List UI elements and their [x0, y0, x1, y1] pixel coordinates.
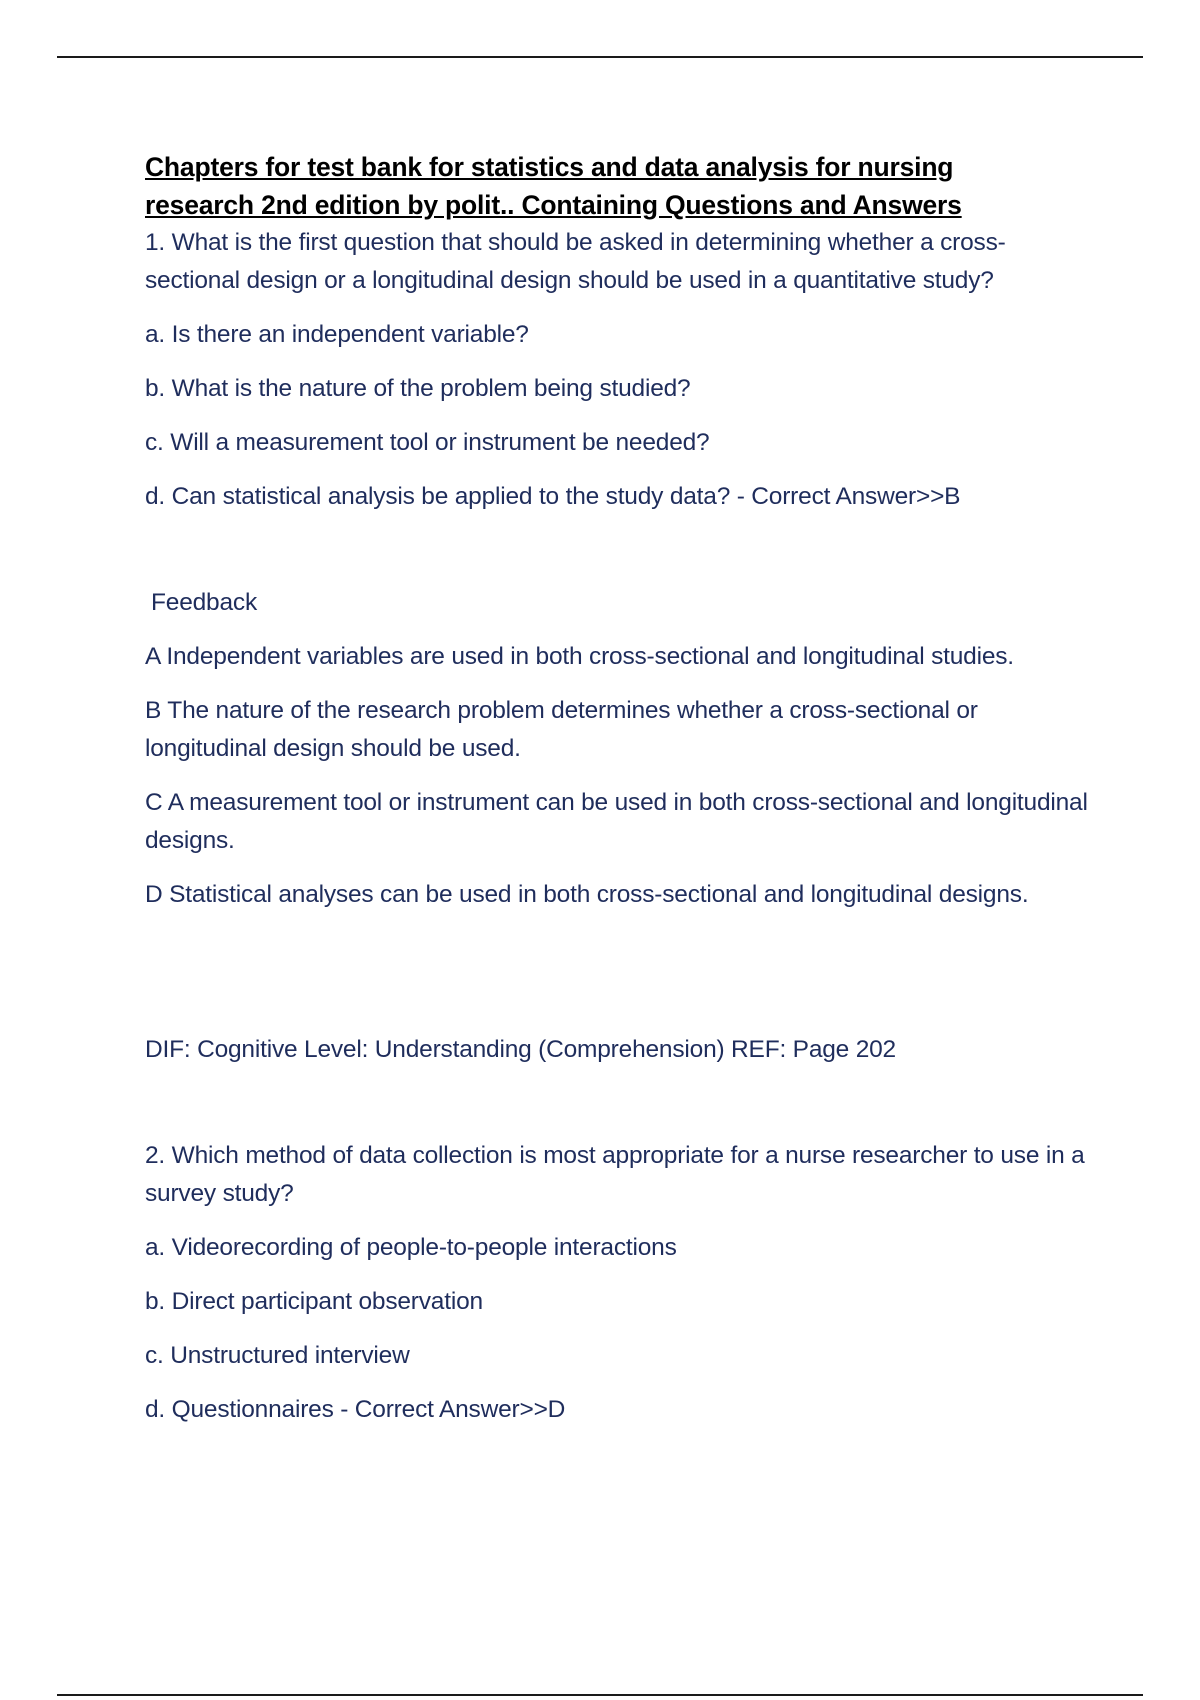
title-line-1: Chapters for test bank for statistics and data analysis for nursing [145, 152, 954, 182]
document-title [145, 148, 1090, 224]
question-1-option-a: a. Is there an independent variable? [145, 321, 529, 348]
header-rule [57, 56, 1143, 58]
feedback-item-c: C A measurement tool or instrument can be used in both cross-sectional and longitudinal designs. [145, 789, 1088, 854]
question-2-text: 2. Which method of data collection is most appropriate for a nurse researcher to use in a survey study? [145, 1142, 1085, 1207]
page-content [145, 148, 1090, 1429]
question-2-option-d: d. Questionnaires - Correct Answer>>D [145, 1396, 566, 1423]
feedback-item-b: B The nature of the research problem determines whether a cross-sectional or longitudinal design should be used. [145, 697, 978, 762]
feedback-heading: Feedback [151, 589, 257, 616]
question-2-option-c: c. Unstructured interview [145, 1342, 410, 1369]
footer-rule [57, 1694, 1143, 1696]
question-2-option-a: a. Videorecording of people-to-people interactions [145, 1234, 677, 1261]
feedback-item-d: D Statistical analyses can be used in both cross-sectional and longitudinal designs. [145, 881, 1029, 908]
question-1-option-c: c. Will a measurement tool or instrument be needed? [145, 429, 710, 456]
feedback-item-a: A Independent variables are used in both cross-sectional and longitudinal studies. [145, 643, 1014, 670]
question-2-option-b: b. Direct participant observation [145, 1288, 483, 1315]
title-line-2: research 2nd edition by polit.. Containing Questions and Answers [145, 190, 962, 220]
question-1-option-d: d. Can statistical analysis be applied to the study data? - Correct Answer>>B [145, 483, 961, 510]
question-1-text: 1. What is the first question that should be asked in determining whether a cross-sectional design or a longitudinal design should be used in a quantitative study? [145, 229, 1006, 294]
question-1-option-b: b. What is the nature of the problem being studied? [145, 375, 691, 402]
dif-ref-line: DIF: Cognitive Level: Understanding (Comprehension) REF: Page 202 [145, 1036, 896, 1063]
